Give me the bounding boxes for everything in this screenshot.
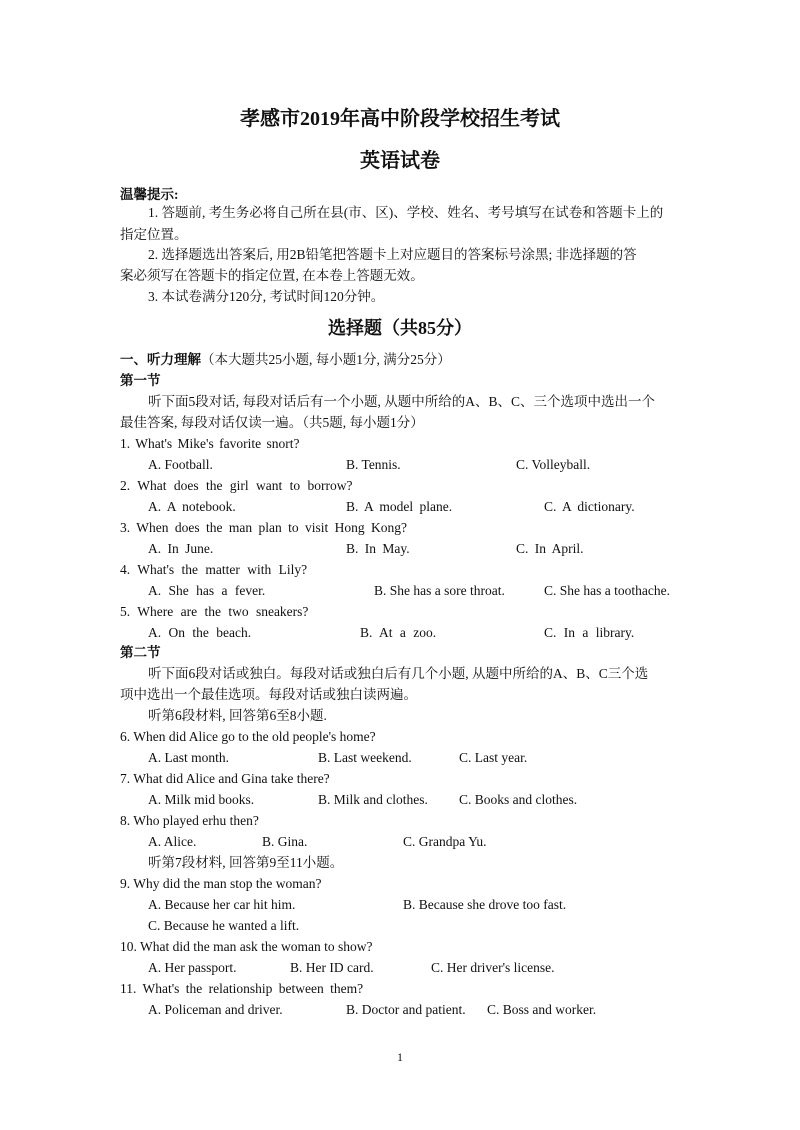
q11-option-b: B. Doctor and patient. xyxy=(346,1002,466,1017)
q10-option-a: A. Her passport. xyxy=(148,960,237,975)
q9-option-c: C. Because he wanted a lift. xyxy=(148,918,300,933)
page-number: 1 xyxy=(397,1050,403,1064)
question-2: 2. What does the girl want to borrow? xyxy=(120,478,353,493)
q6-option-a: A. Last month. xyxy=(148,750,229,765)
q7-option-b: B. Milk and clothes. xyxy=(318,792,428,807)
notice-heading: 温馨提示: xyxy=(120,187,179,202)
q10-option-c: C. Her driver's license. xyxy=(431,960,555,975)
material-6-note: 听第6段材料, 回答第6至8小题. xyxy=(148,708,327,723)
sec1-instructions-cont: 最佳答案, 每段对话仅读一遍。（共5题, 每小题1分） xyxy=(120,415,424,430)
question-8: 8. Who played erhu then? xyxy=(120,813,259,828)
q4-option-c: C. She has a toothache. xyxy=(544,583,670,598)
page-subtitle: 英语试卷 xyxy=(360,150,440,172)
notice-item-2: 2. 选择题选出答案后, 用2B铅笔把答题卡上对应题目的答案标号涂黑; 非选择题的答 xyxy=(148,247,637,262)
q1-option-b: B. Tennis. xyxy=(346,457,401,472)
q1-option-a: A. Football. xyxy=(148,457,213,472)
question-6: 6. When did Alice go to the old people's home? xyxy=(120,729,376,744)
material-7-note: 听第7段材料, 回答第9至11小题。 xyxy=(148,855,344,870)
question-1: 1. What's Mike's favorite snort? xyxy=(120,436,300,451)
q10-option-b: B. Her ID card. xyxy=(290,960,374,975)
sec1-heading: 第一节 xyxy=(120,373,161,388)
q2-option-b: B. A model plane. xyxy=(346,499,453,514)
question-7: 7. What did Alice and Gina take there? xyxy=(120,771,330,786)
sec1-instructions: 听下面5段对话, 每段对话后有一个小题, 从题中所给的A、B、C、三个选项中选出一个 xyxy=(148,394,656,409)
q8-option-a: A. Alice. xyxy=(148,834,197,849)
notice-item-2-cont: 案必须写在答题卡的指定位置, 在本卷上答题无效。 xyxy=(120,268,424,283)
notice-item-1: 1. 答题前, 考生务必将自己所在县(市、区)、学校、姓名、考号填写在试卷和答题卡上的 xyxy=(148,205,664,220)
question-5: 5. Where are the two sneakers? xyxy=(120,604,309,619)
q11-option-a: A. Policeman and driver. xyxy=(148,1002,283,1017)
notice-item-1-cont: 指定位置。 xyxy=(120,227,188,242)
question-10: 10. What did the man ask the woman to show? xyxy=(120,939,373,954)
sec2-instructions-cont: 项中选出一个最佳选项。每段对话或独白读两遍。 xyxy=(120,687,417,702)
q5-option-b: B. At a zoo. xyxy=(360,625,437,640)
q6-option-c: C. Last year. xyxy=(459,750,528,765)
page-title: 孝感市2019年高中阶段学校招生考试 xyxy=(240,108,560,130)
q7-option-c: C. Books and clothes. xyxy=(459,792,578,807)
part1-heading-note: （本大题共25小题, 每小题1分, 满分25分） xyxy=(201,352,451,367)
q2-option-c: C. A dictionary. xyxy=(544,499,635,514)
notice-item-3: 3. 本试卷满分120分, 考试时间120分钟。 xyxy=(148,289,385,304)
q4-option-a: A. She has a fever. xyxy=(148,583,266,598)
q3-option-a: A. In June. xyxy=(148,541,214,556)
part1-heading xyxy=(120,351,451,369)
q8-option-c: C. Grandpa Yu. xyxy=(403,834,487,849)
q9-option-b: B. Because she drove too fast. xyxy=(403,897,567,912)
section-title: 选择题（共85分） xyxy=(328,318,472,338)
q11-option-c: C. Boss and worker. xyxy=(487,1002,597,1017)
q9-option-a: A. Because her car hit him. xyxy=(148,897,296,912)
q7-option-a: A. Milk mid books. xyxy=(148,792,255,807)
question-9: 9. Why did the man stop the woman? xyxy=(120,876,322,891)
q3-option-c: C. In April. xyxy=(516,541,584,556)
q2-option-a: A. A notebook. xyxy=(148,499,236,514)
part1-heading-label: 一、听力理解 xyxy=(120,352,201,367)
q3-option-b: B. In May. xyxy=(346,541,410,556)
q1-option-c: C. Volleyball. xyxy=(516,457,591,472)
sec2-instructions: 听下面6段对话或独白。每段对话或独白后有几个小题, 从题中所给的A、B、C三个选 xyxy=(148,666,649,681)
q4-option-b: B. She has a sore throat. xyxy=(374,583,505,598)
q8-option-b: B. Gina. xyxy=(262,834,308,849)
sec2-heading: 第二节 xyxy=(120,645,161,660)
q5-option-c: C. In a library. xyxy=(544,625,635,640)
question-4: 4. What's the matter with Lily? xyxy=(120,562,308,577)
q5-option-a: A. On the beach. xyxy=(148,625,252,640)
question-11: 11. What's the relationship between them? xyxy=(120,981,364,996)
question-3: 3. When does the man plan to visit Hong Kong? xyxy=(120,520,407,535)
q6-option-b: B. Last weekend. xyxy=(318,750,412,765)
